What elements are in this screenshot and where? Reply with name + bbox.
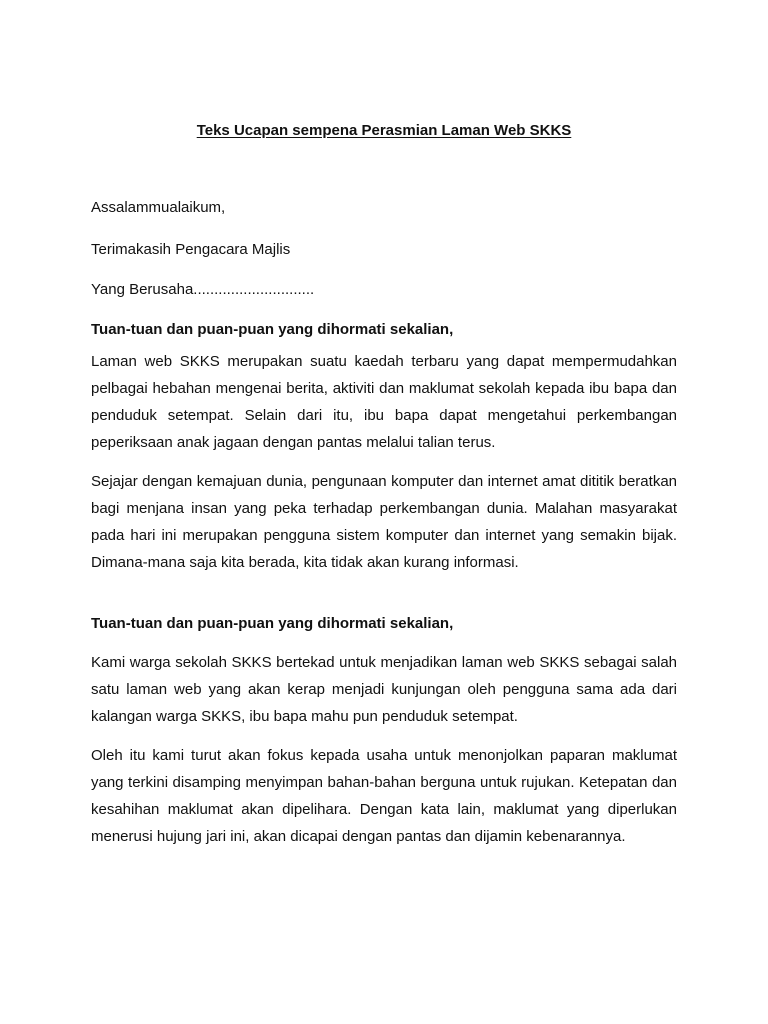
salutation: Assalammualaikum,	[91, 199, 226, 216]
paragraph: Kami warga sekolah SKKS bertekad untuk menjadikan laman web SKKS sebagai salah satu laman web yang akan kerap menjadi kunjungan oleh pengguna sama ada dari kalangan warga SKKS, ibu bapa mahu pun penduduk setempat.	[91, 654, 677, 725]
paragraph: Oleh itu kami turut akan fokus kepada usaha untuk menonjolkan paparan maklumat yang terkini disamping menyimpan bahan-bahan berguna untuk rujukan. Ketepatan dan kesahihan maklumat akan dipelihara. Dengan kata lain, maklumat yang diperlukan menerusi hujung jari ini, akan dicapai dengan pantas dan dijamin kebenarannya.	[91, 747, 677, 845]
thanks-line: Terimakasih Pengacara Majlis	[91, 241, 291, 258]
address-heading: Tuan-tuan dan puan-puan yang dihormati sekalian,	[91, 321, 454, 338]
document-body	[91, 198, 677, 850]
document-title: Teks Ucapan sempena Perasmian Laman Web SKKS	[196, 122, 572, 139]
yb-line: Yang Berusaha.............................	[91, 281, 315, 298]
paragraph: Laman web SKKS merupakan suatu kaedah terbaru yang dapat mempermudahkan pelbagai hebahan mengenai berita, aktiviti dan maklumat sekolah kepada ibu bapa dan penduduk setempat. Selain dari itu, ibu bapa dapat mengetahui perkembangan peperiksaan anak jagaan dengan pantas melalui talian terus.	[91, 353, 677, 451]
address-heading: Tuan-tuan dan puan-puan yang dihormati sekalian,	[91, 615, 454, 632]
paragraph: Sejajar dengan kemajuan dunia, pengunaan komputer dan internet amat dititik beratkan bagi menjana insan yang peka terhadap perkembangan dunia. Malahan masyarakat pada hari ini merupakan pengguna sistem komputer dan internet yang semakin bijak. Dimana-mana saja kita berada, kita tidak akan kurang informasi.	[91, 473, 677, 571]
